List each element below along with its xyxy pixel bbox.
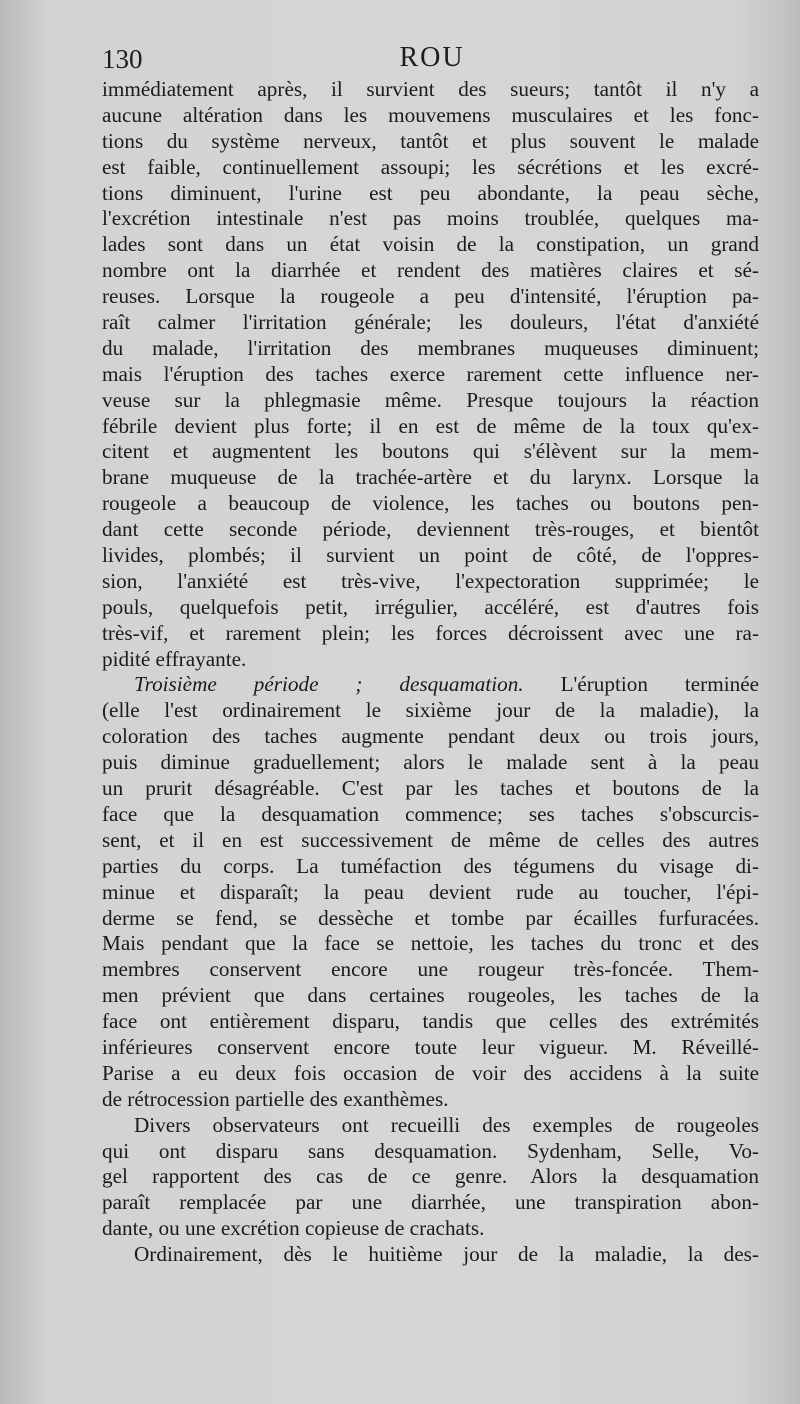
line-text: dant cette seconde période, deviennent très-rouges, et bientôt: [102, 517, 759, 542]
text-line: [102, 388, 759, 414]
line-text: Divers observateurs ont recueilli des exemples de rougeoles: [134, 1112, 759, 1137]
text-line: [102, 1113, 759, 1139]
line-text: aucune altération dans les mouvemens musculaires et les fonc-: [102, 102, 759, 127]
text-line: [102, 1216, 759, 1242]
text-line: [102, 129, 759, 155]
text-line: [102, 880, 759, 906]
line-text: paraît remplacée par une diarrhée, une transpiration abon-: [102, 1190, 759, 1215]
text-line: [102, 439, 759, 465]
text-line: [102, 776, 759, 802]
text-line: [102, 284, 759, 310]
line-text: Ordinairement, dès le huitième jour de la maladie, la des-: [134, 1242, 759, 1267]
line-text: très-vif, et rarement plein; les forces décroissent avec une ra-: [102, 620, 759, 645]
line-text: gel rapportent des cas de ce genre. Alors la desquamation: [102, 1164, 759, 1189]
line-text: tions diminuent, l'urine est peu abondante, la peau sèche,: [102, 180, 759, 205]
line-text: reuses. Lorsque la rougeole a peu d'intensité, l'éruption pa-: [102, 284, 759, 309]
text-line: [102, 647, 759, 673]
line-text: fébrile devient plus forte; il en est de même de la toux qu'ex-: [102, 413, 759, 438]
text-line: [102, 206, 759, 232]
line-text: est faible, continuellement assoupi; les sécrétions et les excré-: [102, 154, 759, 179]
line-text: parties du corps. La tuméfaction des tégumens du visage di-: [102, 853, 759, 878]
text-line: [102, 854, 759, 880]
running-head: ROU: [399, 42, 465, 73]
text-line: [102, 621, 759, 647]
line-text: brane muqueuse de la trachée-artère et du larynx. Lorsque la: [102, 465, 759, 490]
line-text: puis diminue graduellement; alors le malade sent à la peau: [102, 750, 759, 775]
text-line: [102, 983, 759, 1009]
text-line: [102, 1190, 759, 1216]
text-line: [102, 310, 759, 336]
text-line: [102, 181, 759, 207]
line-text: coloration des taches augmente pendant deux ou trois jours,: [102, 724, 759, 749]
text-line: [102, 77, 759, 103]
text-line: [102, 750, 759, 776]
text-line: [102, 906, 759, 932]
body-text: [102, 77, 759, 1268]
line-text: qui ont disparu sans desquamation. Sydenham, Selle, Vo-: [102, 1138, 759, 1163]
line-text: dante, ou une excrétion copieuse de crachats.: [102, 1216, 485, 1241]
text-line: [102, 1164, 759, 1190]
text-line: [102, 931, 759, 957]
text-line: [102, 336, 759, 362]
line-text: minue et disparaît; la peau devient rude au toucher, l'épi-: [102, 879, 759, 904]
line-text: (elle l'est ordinairement le sixième jour de la maladie), la: [102, 698, 759, 723]
line-text: L'éruption terminée: [523, 672, 759, 697]
text-line: [102, 103, 759, 129]
line-text: membres conservent encore une rougeur très-foncée. Them-: [102, 957, 759, 982]
text-line: [102, 155, 759, 181]
line-text: de rétrocession partielle des exanthèmes.: [102, 1086, 449, 1111]
line-text: immédiatement après, il survient des sueurs; tantôt il n'y a: [102, 77, 759, 101]
line-text: du malade, l'irritation des membranes muqueuses diminuent;: [102, 335, 759, 360]
text-line: [102, 232, 759, 258]
line-text: Parise a eu deux fois occasion de voir des accidens à la suite: [102, 1060, 759, 1085]
text-line: [102, 414, 759, 440]
text-line: [102, 1061, 759, 1087]
line-text: derme se fend, se dessèche et tombe par écailles furfuracées.: [102, 905, 759, 930]
line-text: pidité effrayante.: [102, 646, 247, 671]
line-text: mais l'éruption des taches exerce rarement cette influence ner-: [102, 361, 759, 386]
text-line: [102, 465, 759, 491]
line-text: inférieures conservent encore toute leur vigueur. M. Réveillé-: [102, 1034, 759, 1059]
text-line: [102, 1009, 759, 1035]
line-text: men prévient que dans certaines rougeoles, les taches de la: [102, 983, 759, 1008]
line-text: lades sont dans un état voisin de la constipation, un grand: [102, 232, 759, 257]
text-line: [102, 258, 759, 284]
text-line: [102, 1035, 759, 1061]
section-heading: Troisième période ; desquamation.: [134, 672, 524, 697]
text-line: [102, 491, 759, 517]
line-text: tions du système nerveux, tantôt et plus souvent le malade: [102, 128, 759, 153]
text-line: [102, 517, 759, 543]
line-text: face que la desquamation commence; ses taches s'obscurcis-: [102, 801, 759, 826]
text-line: [102, 569, 759, 595]
text-line: [102, 543, 759, 569]
line-text: raît calmer l'irritation générale; les douleurs, l'état d'anxiété: [102, 310, 759, 335]
line-text: un prurit désagréable. C'est par les taches et boutons de la: [102, 776, 759, 801]
page-number: 130: [102, 44, 143, 74]
text-line: [102, 1087, 759, 1113]
text-line: [102, 802, 759, 828]
page-header: [102, 42, 762, 76]
line-text: citent et augmentent les boutons qui s'élèvent sur la mem-: [102, 439, 759, 464]
line-text: sion, l'anxiété est très-vive, l'expectoration supprimée; le: [102, 568, 759, 593]
text-line: [102, 362, 759, 388]
line-text: Mais pendant que la face se nettoie, les taches du tronc et des: [102, 931, 759, 956]
line-text: l'excrétion intestinale n'est pas moins troublée, quelques ma-: [102, 206, 759, 231]
line-text: rougeole a beaucoup de violence, les taches ou boutons pen-: [102, 491, 759, 516]
line-text: nombre ont la diarrhée et rendent des matières claires et sé-: [102, 258, 759, 283]
text-line: [102, 672, 759, 698]
text-line: [102, 595, 759, 621]
text-line: [102, 828, 759, 854]
text-line: [102, 1139, 759, 1165]
line-text: face ont entièrement disparu, tandis que celles des extrémités: [102, 1009, 759, 1034]
line-text: livides, plombés; il survient un point de côté, de l'oppres-: [102, 543, 759, 568]
line-text: sent, et il en est successivement de même de celles des autres: [102, 827, 759, 852]
line-text: veuse sur la phlegmasie même. Presque toujours la réaction: [102, 387, 759, 412]
text-line: [102, 724, 759, 750]
line-text: pouls, quelquefois petit, irrégulier, accéléré, est d'autres fois: [102, 594, 759, 619]
text-line: [102, 1242, 759, 1268]
text-line: [102, 698, 759, 724]
text-line: [102, 957, 759, 983]
